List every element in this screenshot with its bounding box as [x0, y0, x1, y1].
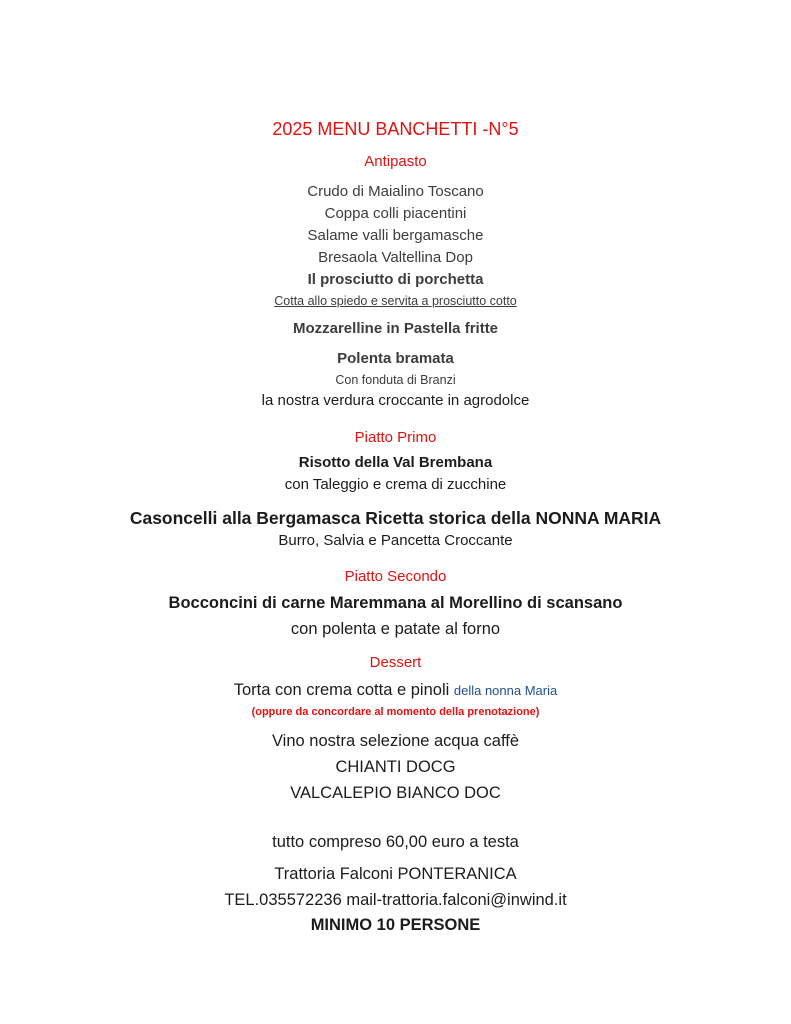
section-piatto-secondo [0, 566, 791, 642]
footer-price: tutto compreso 60,00 euro a testa [272, 833, 519, 851]
section-heading-antipasto: Antipasto [364, 153, 427, 170]
dish-title-casoncelli: Casoncelli alla Bergamasca Ricetta storica della NONNA MARIA [129, 508, 662, 528]
torta-suffix-text: della nonna Maria [453, 683, 558, 698]
dish-verdura: la nostra verdura croccante in agrodolce [261, 392, 530, 409]
beverage-selection: Vino nostra selezione acqua caffè [271, 732, 520, 750]
dish-note-casoncelli: Burro, Salvia e Pancetta Croccante [278, 532, 513, 549]
footer-contact: TEL.035572236 mail-trattoria.falconi@inwind.it [224, 891, 567, 909]
dish-note-risotto: con Taleggio e crema di zucchine [284, 476, 507, 493]
dish-title-torta [0, 677, 791, 704]
dish-title-polenta: Polenta bramata [337, 350, 454, 367]
footer-minimum-people: MINIMO 10 PERSONE [310, 916, 481, 934]
antipasto-item: Crudo di Maialino Toscano [307, 183, 484, 200]
section-heading-dessert: Dessert [369, 654, 422, 671]
antipasto-item: Bresaola Valtellina Dop [318, 249, 473, 266]
antipasto-item: Coppa colli piacentini [324, 205, 467, 222]
dish-title-porchetta: Il prosciutto di porchetta [307, 271, 484, 288]
antipasto-item: Salame valli bergamasche [307, 227, 484, 244]
dish-title-bocconcini: Bocconcini di carne Maremmana al Morellino di scansano [168, 594, 623, 612]
menu-title: 2025 MENU BANCHETTI -N°5 [272, 119, 519, 139]
section-beverages [0, 728, 791, 806]
section-antipasto [0, 151, 791, 412]
dish-title-mozzarelline: Mozzarelline in Pastella fritte [292, 320, 499, 337]
dish-note-bocconcini: con polenta e patate al forno [290, 620, 501, 638]
section-dessert [0, 652, 791, 720]
section-heading-piatto-primo: Piatto Primo [354, 429, 437, 446]
beverage-wine-white: VALCALEPIO BIANCO DOC [290, 784, 501, 802]
section-footer [0, 829, 791, 938]
section-piatto-primo [0, 427, 791, 552]
section-heading-piatto-secondo: Piatto Secondo [344, 568, 447, 585]
dessert-booking-note: (oppure da concordare al momento della prenotazione) [251, 706, 540, 718]
beverage-wine-red: CHIANTI DOCG [335, 758, 456, 776]
footer-restaurant-name: Trattoria Falconi PONTERANICA [274, 865, 517, 883]
dish-note-porchetta: Cotta allo spiedo e servita a prosciutto cotto [274, 294, 517, 308]
dish-note-polenta: Con fonduta di Branzi [335, 373, 456, 387]
dish-title-risotto: Risotto della Val Brembana [298, 454, 493, 471]
torta-main-text: Torta con crema cotta e pinoli [233, 681, 450, 699]
